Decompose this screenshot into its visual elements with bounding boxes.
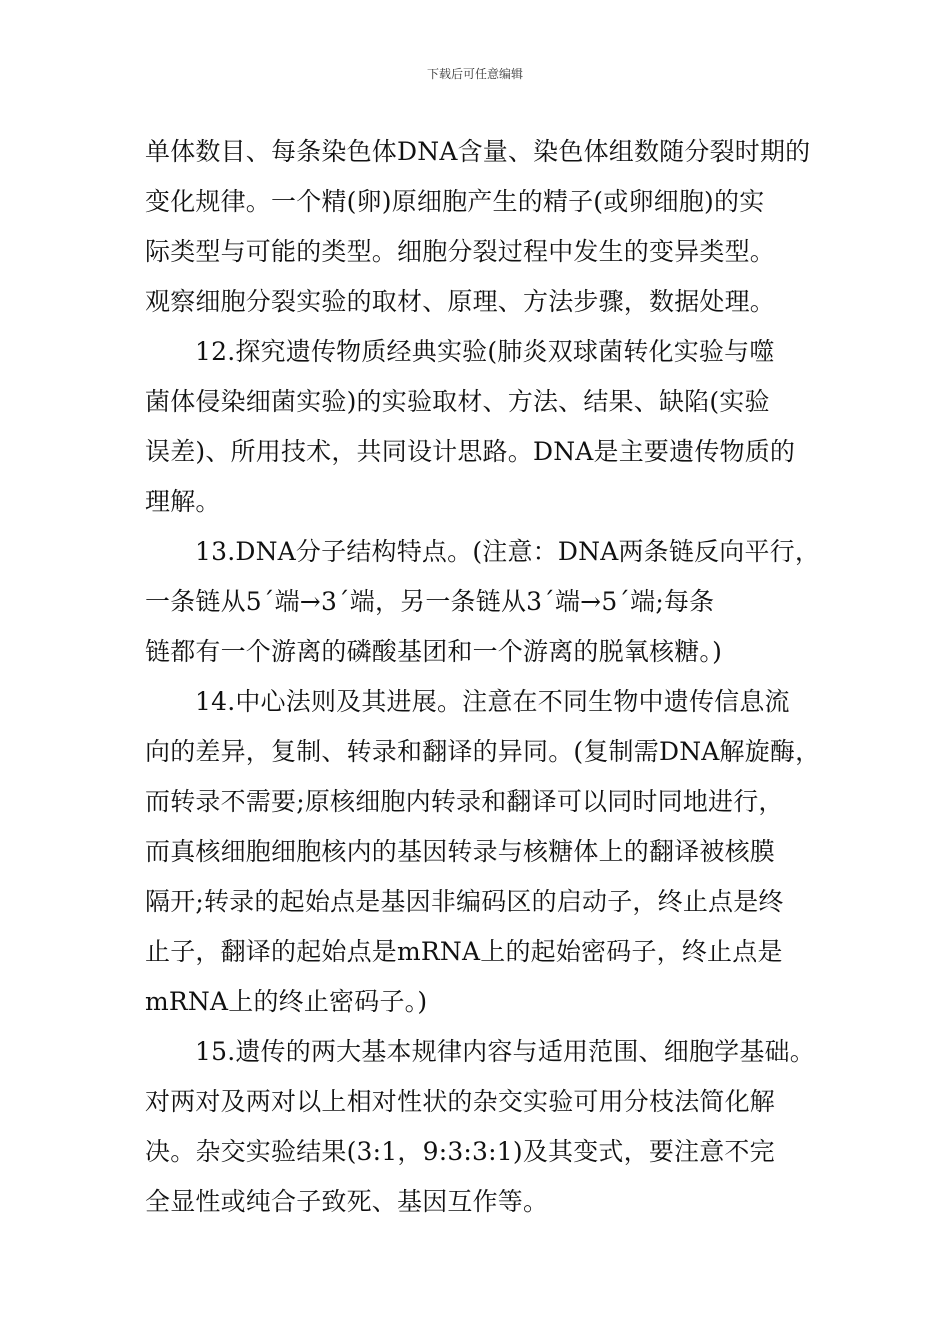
text-line: 止子，翻译的起始点是mRNA上的起始密码子，终止点是 [145, 937, 783, 966]
text-line: 误差)、所用技术，共同设计思路。DNA是主要遗传物质的 [145, 437, 796, 466]
text-line: 决。杂交实验结果(3:1，9:3:3:1)及其变式，要注意不完 [145, 1137, 775, 1166]
text-line: 全显性或纯合子致死、基因互作等。 [145, 1187, 549, 1216]
paragraph-start-15: 15.遗传的两大基本规律内容与适用范围、细胞学基础。 [195, 1037, 815, 1066]
text-line: 隔开;转录的起始点是基因非编码区的启动子，终止点是终 [145, 887, 784, 916]
paragraph-start-14: 14.中心法则及其进展。注意在不同生物中遗传信息流 [195, 687, 790, 716]
text-line: 理解。 [145, 487, 221, 516]
text-line: 而真核细胞细胞核内的基因转录与核糖体上的翻译被核膜 [145, 837, 776, 866]
page-header: 下载后可任意编辑 [426, 67, 523, 81]
text-line: 观察细胞分裂实验的取材、原理、方法步骤，数据处理。 [145, 287, 776, 316]
text-line: 链都有一个游离的磷酸基团和一个游离的脱氧核糖。) [145, 637, 723, 666]
paragraph-start-13: 13.DNA分子结构特点。(注意：DNA两条链反向平行， [195, 537, 821, 566]
text-line: 向的差异，复制、转录和翻译的异同。(复制需DNA解旋酶， [145, 737, 821, 766]
text-line: 际类型与可能的类型。细胞分裂过程中发生的变异类型。 [145, 237, 776, 266]
text-line: 变化规律。一个精(卵)原细胞产生的精子(或卵细胞)的实 [145, 187, 765, 216]
text-line: 对两对及两对以上相对性状的杂交实验可用分枝法简化解 [145, 1087, 776, 1116]
text-line: 单体数目、每条染色体DNA含量、染色体组数随分裂时期的 [145, 137, 811, 166]
text-line: 而转录不需要;原核细胞内转录和翻译可以同时同地进行， [145, 787, 784, 816]
paragraph-start-12: 12.探究遗传物质经典实验(肺炎双球菌转化实验与噬 [195, 337, 775, 366]
text-line: mRNA上的终止密码子。) [145, 987, 428, 1016]
text-line: 一条链从5ˊ端→3ˊ端，另一条链从3ˊ端→5ˊ端;每条 [145, 587, 715, 616]
text-line: 菌体侵染细菌实验)的实验取材、方法、结果、缺陷(实验 [145, 387, 770, 416]
document-body [145, 127, 833, 1227]
